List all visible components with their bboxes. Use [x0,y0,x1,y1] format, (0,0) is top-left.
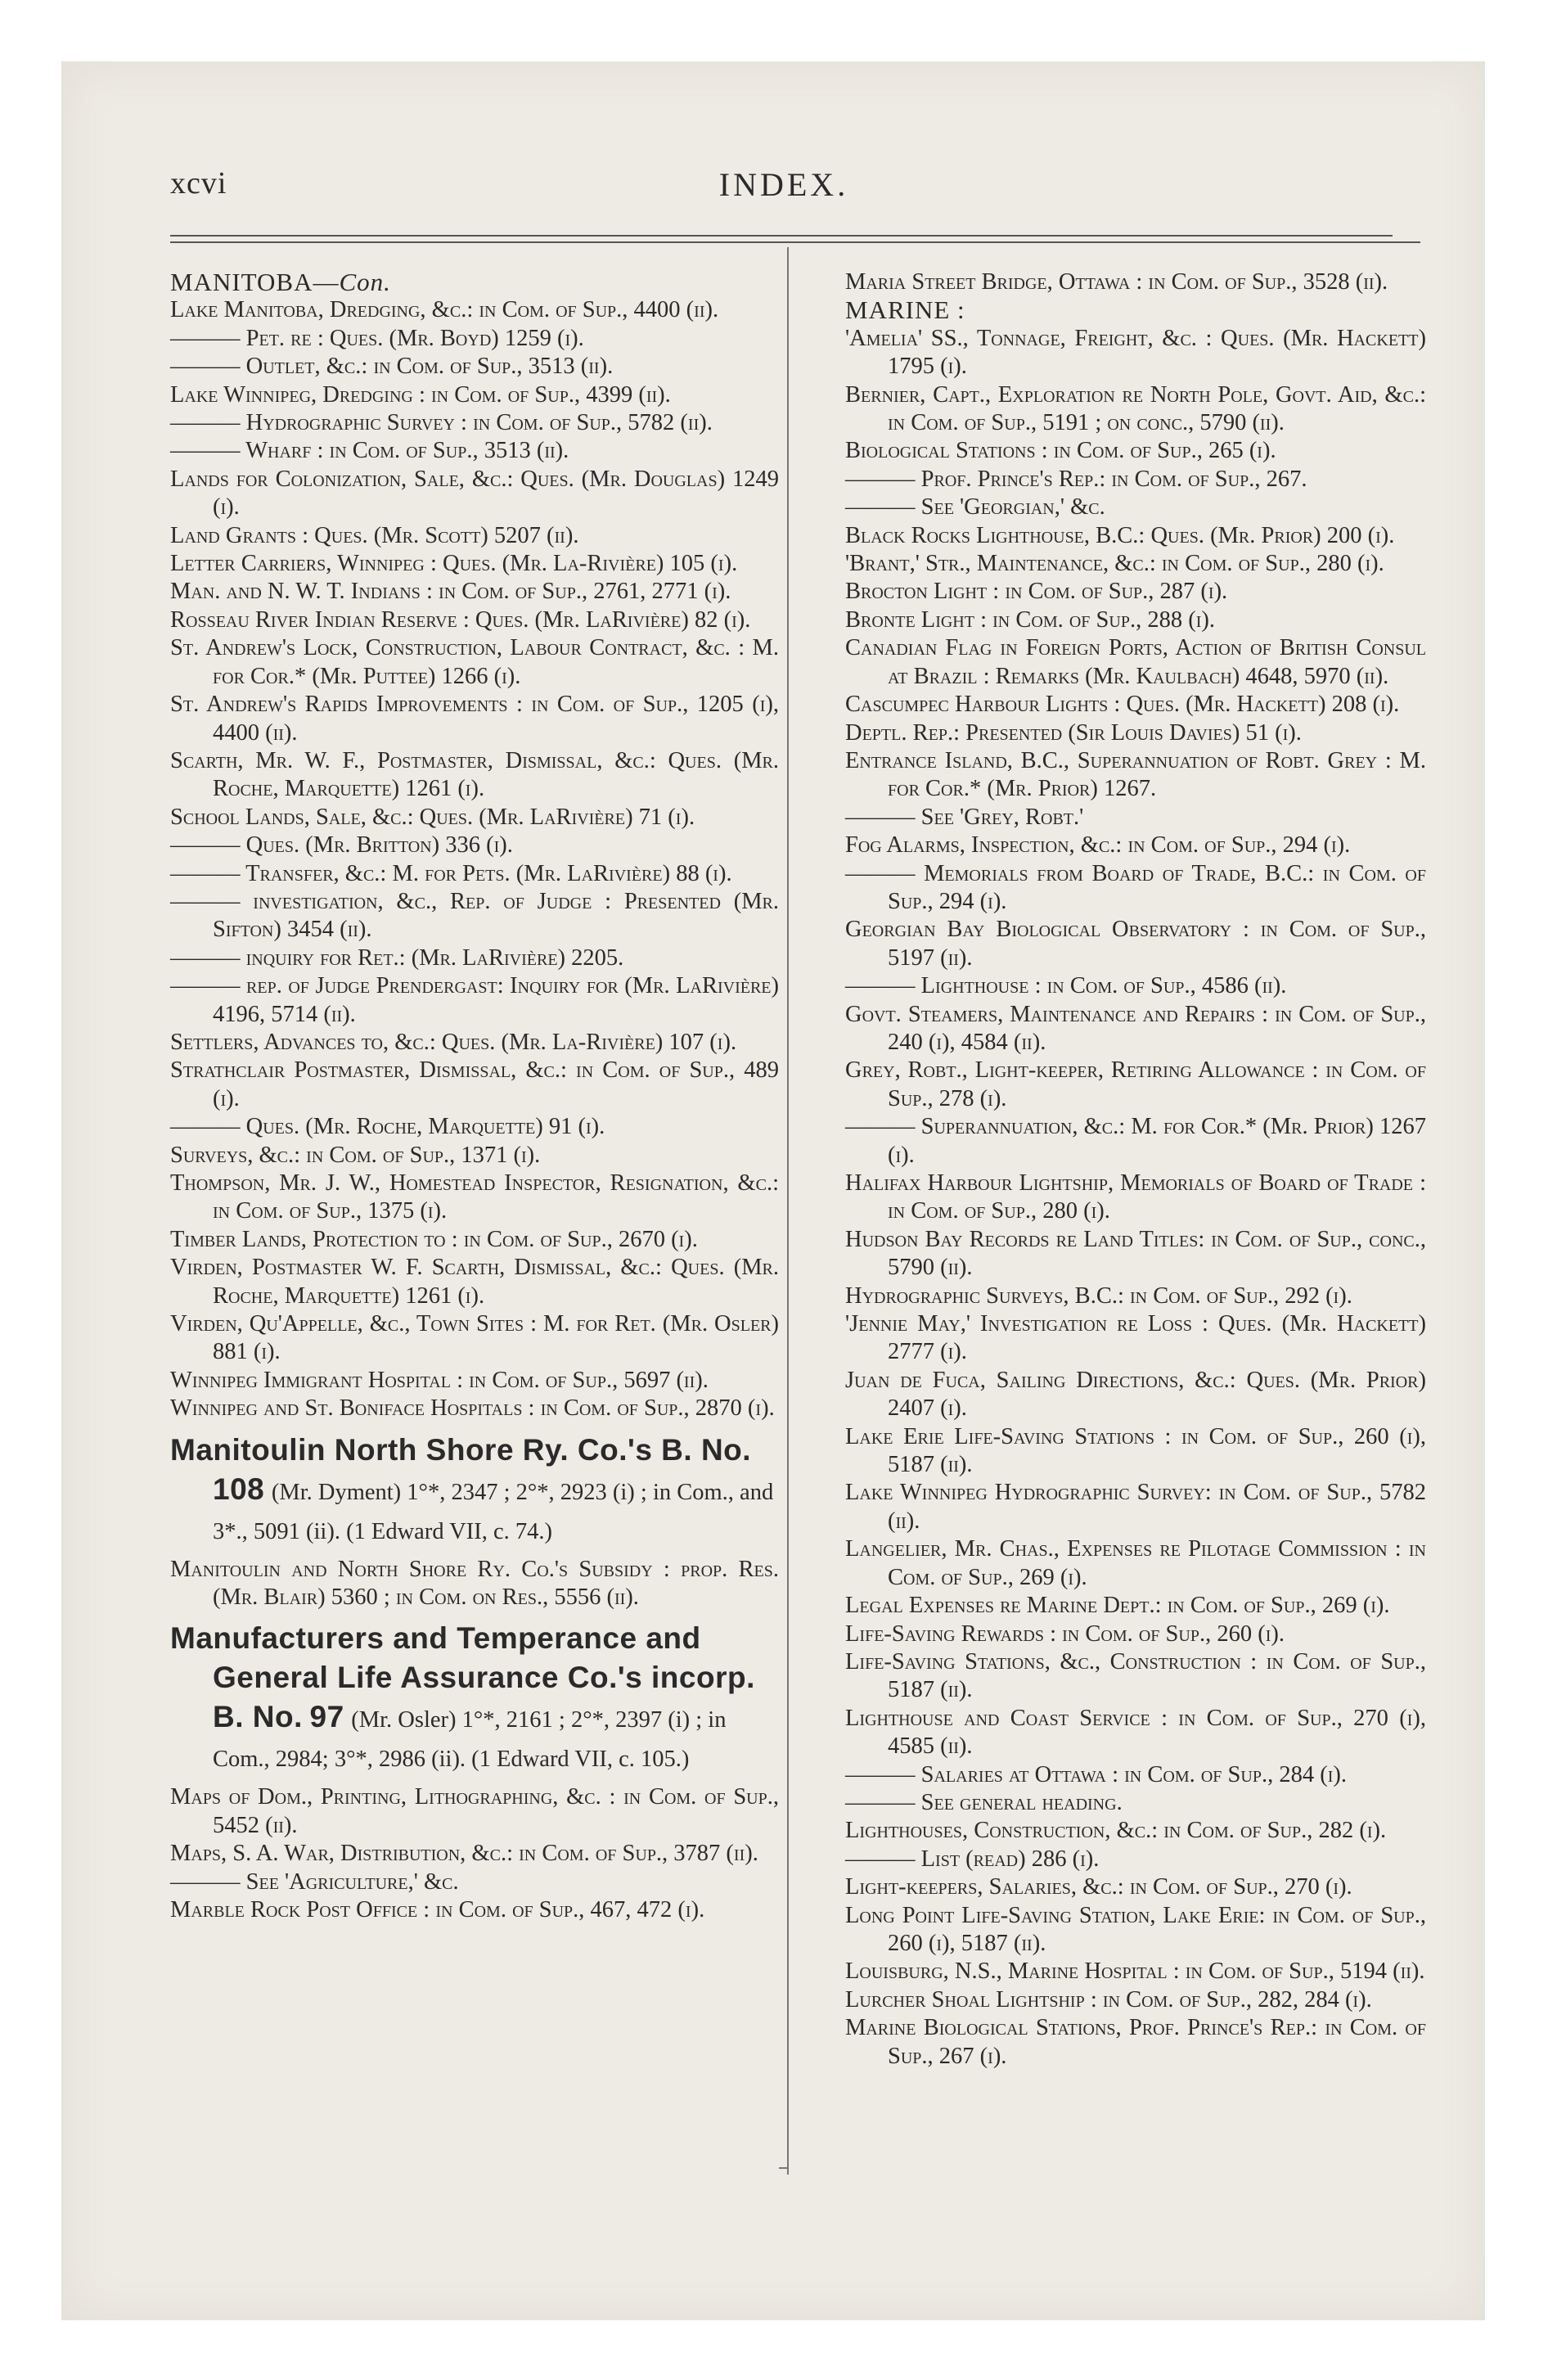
index-entry: Entrance Island, B.C., Superannuation of Robt. Grey : M. for Cor.* (Mr. Prior) 1267. [845,747,1426,802]
index-entry: St. Andrew's Rapids Improvements : in Com. of Sup., 1205 (i), 4400 (ii). [170,692,779,746]
index-entry: Brocton Light : in Com. of Sup., 287 (i). [845,579,1228,605]
index-entry: Louisburg, N.S., Marine Hospital : in Com. of Sup., 5194 (ii). [845,1959,1425,1985]
entries-manitoba [170,296,779,1422]
index-entry: Langelier, Mr. Chas., Expenses re Pilotage Commission : in Com. of Sup., 269 (i). [845,1536,1426,1590]
index-entry: ——— Outlet, &c.: in Com. of Sup., 3513 (ii). [170,354,614,380]
index-entry: Bernier, Capt., Exploration re North Pole, Govt. Aid, &c.: in Com. of Sup., 5191 ; on conc., 5790 (ii). [845,381,1426,436]
index-entry: Govt. Steamers, Maintenance and Repairs : in Com. of Sup., 240 (i), 4584 (ii). [845,1001,1426,1055]
index-entry: Virden, Postmaster W. F. Scarth, Dismissal, &c.: Ques. (Mr. Roche, Marquette) 1261 (i). [170,1255,779,1309]
index-entry: 'Amelia' SS., Tonnage, Freight, &c. : Ques. (Mr. Hackett) 1795 (i). [845,325,1426,380]
right-column [845,268,1426,2071]
index-entry: Grey, Robt., Light-keeper, Retiring Allowance : in Com. of Sup., 278 (i). [845,1057,1426,1111]
index-entry: Lighthouses, Construction, &c.: in Com. of Sup., 282 (i). [845,1818,1387,1844]
index-entry: Hudson Bay Records re Land Titles: in Com. of Sup., conc., 5790 (ii). [845,1226,1426,1281]
bill-title: Manufacturers and Temperance and General Life Assurance Co.'s incorp. B. No. [170,1621,755,1734]
index-entry: Settlers, Advances to, &c.: Ques. (Mr. La-Rivière) 107 (i). [170,1029,737,1055]
index-entry: ——— Prof. Prince's Rep.: in Com. of Sup., 267. [845,466,1307,492]
index-entry: ——— See general heading. [845,1789,1123,1815]
index-entry: Lake Erie Life-Saving Stations : in Com. of Sup., 260 (i), 5187 (ii). [845,1423,1426,1478]
index-entry: Georgian Bay Biological Observatory : in Com. of Sup., 5197 (ii). [845,917,1426,971]
index-entry: ——— See 'Grey, Robt.' [845,804,1084,830]
heading-cont: Con. [339,268,391,296]
index-entry: ——— rep. of Judge Prendergast: Inquiry for (Mr. LaRivière) 4196, 5714 (ii). [170,973,779,1027]
index-entry: Canadian Flag in Foreign Ports, Action of British Consul at Brazil : Remarks (Mr. Kaulbach) 4648, 5970 (ii). [845,635,1426,689]
index-entry: ——— Ques. (Mr. Britton) 336 (i). [170,832,513,859]
index-entry: Maria Street Bridge, Ottawa : in Com. of Sup., 3528 (ii). [845,269,1388,295]
bill-entry-manitoulin [170,1431,779,1551]
index-entry: Winnipeg and St. Boniface Hospitals : in Com. of Sup., 2870 (i). [170,1395,775,1422]
index-entry: Fog Alarms, Inspection, &c.: in Com. of Sup., 294 (i). [845,832,1351,859]
index-entry: ——— Lighthouse : in Com. of Sup., 4586 (ii). [845,973,1287,999]
index-entry: ——— Hydrographic Survey : in Com. of Sup., 5782 (ii). [170,410,713,436]
column-divider [787,247,789,2175]
index-entry: Deptl. Rep.: Presented (Sir Louis Davies) 51 (i). [845,719,1302,746]
page-header [170,165,1397,214]
index-entry: Hydrographic Surveys, B.C.: in Com. of Sup., 292 (i). [845,1282,1352,1309]
index-entry-subsidy: Manitoulin and North Shore Ry. Co.'s Subsidy : prop. Res. (Mr. Blair) 5360 ; in Com. on Res., 5556 (ii). [170,1556,779,1611]
index-entry: Surveys, &c.: in Com. of Sup., 1371 (i). [170,1142,541,1168]
column-divider-end [779,2167,789,2169]
index-entry: Land Grants : Ques. (Mr. Scott) 5207 (ii). [170,522,579,548]
left-column [170,268,779,1925]
index-entry: Lake Winnipeg, Dredging : in Com. of Sup., 4399 (ii). [170,381,671,408]
index-entry: Winnipeg Immigrant Hospital : in Com. of Sup., 5697 (ii). [170,1367,709,1393]
index-entry: Marine Biological Stations, Prof. Prince's Rep.: in Com. of Sup., 267 (i). [845,2015,1426,2069]
index-entry: ——— inquiry for Ret.: (Mr. LaRivière) 2205. [170,944,624,971]
index-entry: Black Rocks Lighthouse, B.C.: Ques. (Mr. Prior) 200 (i). [845,522,1395,548]
bill-number: 108 [213,1472,265,1506]
index-entry: Lurcher Shoal Lightship : in Com. of Sup., 282, 284 (i). [845,1986,1372,2013]
index-entry: Juan de Fuca, Sailing Directions, &c.: Ques. (Mr. Prior) 2407 (i). [845,1367,1426,1422]
index-entry: Light-keepers, Salaries, &c.: in Com. of Sup., 270 (i). [845,1874,1352,1900]
index-entry: Long Point Life-Saving Station, Lake Erie: in Com. of Sup., 260 (i), 5187 (ii). [845,1902,1426,1956]
index-entry: Strathclair Postmaster, Dismissal, &c.: in Com. of Sup., 489 (i). [170,1057,779,1111]
index-entry: Legal Expenses re Marine Dept.: in Com. of Sup., 269 (i). [845,1593,1390,1619]
bill-number: 97 [309,1700,344,1734]
index-entry: Timber Lands, Protection to : in Com. of Sup., 2670 (i). [170,1226,698,1252]
index-entry: Rosseau River Indian Reserve : Ques. (Mr. LaRivière) 82 (i). [170,606,751,633]
header-rule-double [170,241,1420,243]
index-entry: St. Andrew's Lock, Construction, Labour Contract, &c. : M. for Cor.* (Mr. Puttee) 1266 (i). [170,635,779,689]
index-entry: Scarth, Mr. W. F., Postmaster, Dismissal, &c.: Ques. (Mr. Roche, Marquette) 1261 (i). [170,747,779,802]
header-rule [170,235,1393,237]
index-entry: 'Brant,' Str., Maintenance, &c.: in Com. of Sup., 280 (i). [845,551,1384,577]
entries-maria [845,268,1426,296]
index-entry: Bronte Light : in Com. of Sup., 288 (i). [845,606,1215,633]
index-entry: Marble Rock Post Office : in Com. of Sup., 467, 472 (i). [170,1897,705,1923]
index-entry: Lands for Colonization, Sale, &c.: Ques. (Mr. Douglas) 1249 (i). [170,466,779,521]
index-entry: ——— Pet. re : Ques. (Mr. Boyd) 1259 (i). [170,325,584,351]
index-entry: Lake Winnipeg Hydrographic Survey: in Com. of Sup., 5782 (ii). [845,1480,1426,1534]
index-entry: Maps, S. A. War, Distribution, &c.: in Com. of Sup., 3787 (ii). [170,1841,758,1867]
index-entry: Life-Saving Rewards : in Com. of Sup., 260 (i). [845,1620,1285,1647]
entries-marine [845,325,1426,2071]
index-entry: ——— List (read) 286 (i). [845,1846,1100,1872]
bill-entry-manufacturers [170,1620,779,1778]
index-entry: ——— See 'Georgian,' &c. [845,494,1105,521]
index-entry: Thompson, Mr. J. W., Homestead Inspector, Resignation, &c.: in Com. of Sup., 1375 (i). [170,1170,779,1224]
page-title: INDEX. [718,166,849,203]
index-entry: ——— Salaries at Ottawa : in Com. of Sup., 284 (i). [845,1761,1347,1787]
index-entry: ——— Wharf : in Com. of Sup., 3513 (ii). [170,438,569,464]
bill-details: (Mr. Dyment) 1°*, 2347 ; 2°*, 2923 (i) ; in Com., and 3*., 5091 (ii). (1 Edward VII, c. 74.) [213,1479,774,1544]
section-heading-marine: MARINE : [845,295,965,325]
index-entry: Man. and N. W. T. Indians : in Com. of Sup., 2761, 2771 (i). [170,579,731,605]
index-entry: School Lands, Sale, &c.: Ques. (Mr. LaRivière) 71 (i). [170,804,695,830]
index-entry: ——— Superannuation, &c.: M. for Cor.* (Mr. Prior) 1267 (i). [845,1114,1426,1168]
heading-text: MANITOBA— [170,268,340,296]
page-number: xcvi [170,166,227,201]
index-entry: Lighthouse and Coast Service : in Com. of Sup., 270 (i), 4585 (ii). [845,1705,1426,1760]
index-entry: Biological Stations : in Com. of Sup., 265 (i). [845,438,1276,464]
index-entry: ——— Transfer, &c.: M. for Pets. (Mr. LaRivière) 88 (i). [170,860,732,886]
index-entry: ——— Ques. (Mr. Roche, Marquette) 91 (i). [170,1114,605,1140]
index-entry: Maps of Dom., Printing, Lithographing, &c. : in Com. of Sup., 5452 (ii). [170,1784,779,1838]
bill-title: Manitoulin North Shore Ry. Co.'s B. No. [170,1432,752,1467]
index-entry: Virden, Qu'Appelle, &c., Town Sites : M. for Ret. (Mr. Osler) 881 (i). [170,1311,779,1365]
index-entry: Letter Carriers, Winnipeg : Ques. (Mr. La-Rivière) 105 (i). [170,551,738,577]
bill-details: (Mr. Osler) 1°*, 2161 ; 2°*, 2397 (i) ; in Com., 2984; 3°*, 2986 (ii). (1 Edward VII, c. 105.) [213,1707,727,1773]
section-heading-manitoba [170,268,779,296]
index-entry: Halifax Harbour Lightship, Memorials of Board of Trade : in Com. of Sup., 280 (i). [845,1170,1426,1224]
index-entry: ——— investigation, &c., Rep. of Judge : Presented (Mr. Sifton) 3454 (ii). [170,888,779,943]
index-entry: ——— Memorials from Board of Trade, B.C.: in Com. of Sup., 294 (i). [845,860,1426,914]
entries-maps [170,1783,779,1924]
index-entry: ——— See 'Agriculture,' &c. [170,1868,459,1895]
index-entry: 'Jennie May,' Investigation re Loss : Ques. (Mr. Hackett) 2777 (i). [845,1311,1426,1365]
index-entry: Life-Saving Stations, &c., Construction : in Com. of Sup., 5187 (ii). [845,1648,1426,1703]
index-entry: Cascumpec Harbour Lights : Ques. (Mr. Hackett) 208 (i). [845,692,1400,718]
index-entry: Lake Manitoba, Dredging, &c.: in Com. of Sup., 4400 (ii). [170,297,719,323]
